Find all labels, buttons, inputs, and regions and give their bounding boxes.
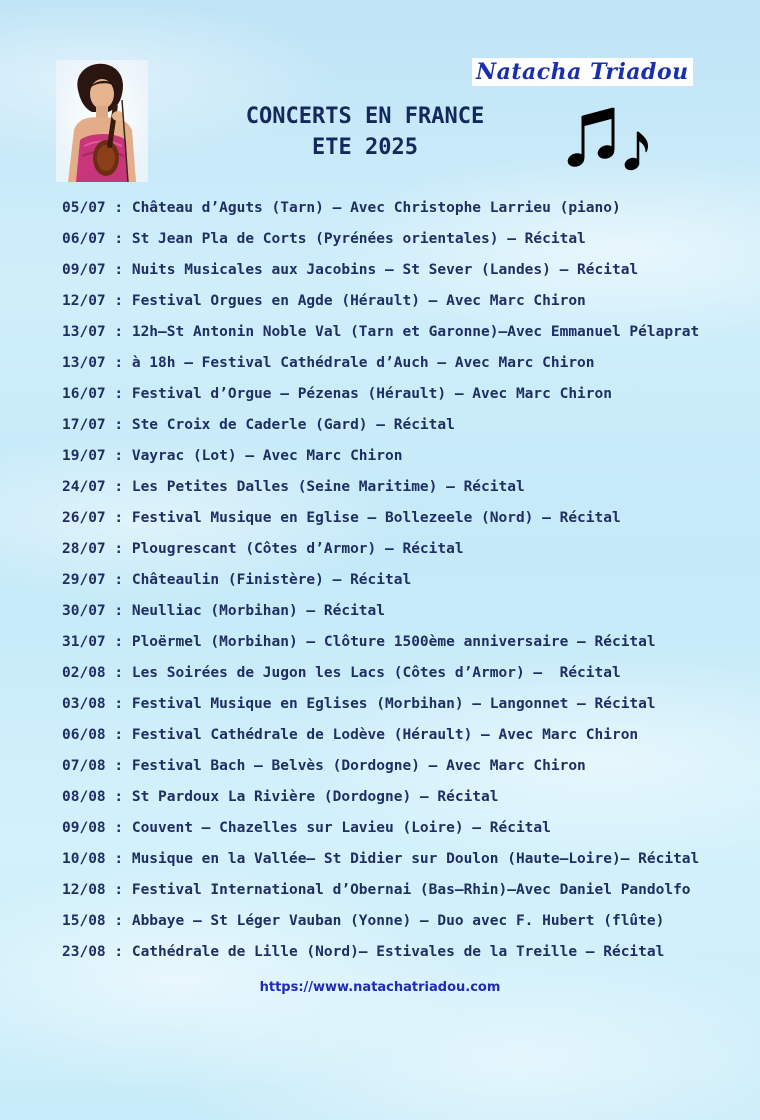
- concert-item: 17/07 : Ste Croix de Caderle (Gard) – Récital: [62, 417, 455, 433]
- concert-item: 06/08 : Festival Cathédrale de Lodève (Hérault) – Avec Marc Chiron: [62, 727, 639, 743]
- concert-item: 13/07 : à 18h – Festival Cathédrale d’Auch – Avec Marc Chiron: [62, 355, 595, 371]
- concert-item: 10/08 : Musique en la Vallée– St Didier sur Doulon (Haute–Loire)– Récital: [62, 851, 700, 867]
- violinist-photo: [56, 60, 148, 182]
- concert-list: [62, 197, 699, 972]
- concert-item: 12/07 : Festival Orgues en Agde (Hérault) – Avec Marc Chiron: [62, 293, 586, 309]
- concert-item: 09/07 : Nuits Musicales aux Jacobins – St Sever (Landes) – Récital: [62, 262, 639, 278]
- title-line-1: CONCERTS EN FRANCE: [245, 104, 485, 129]
- concert-item: 13/07 : 12h–St Antonin Noble Val (Tarn et Garonne)–Avec Emmanuel Pélaprat: [62, 324, 700, 340]
- concert-item: 15/08 : Abbaye – St Léger Vauban (Yonne) – Duo avec F. Hubert (flûte): [62, 913, 665, 929]
- music-notes-icon: [564, 104, 652, 174]
- concert-item: 05/07 : Château d’Aguts (Tarn) – Avec Christophe Larrieu (piano): [62, 200, 621, 216]
- concert-item: 02/08 : Les Soirées de Jugon les Lacs (Côtes d’Armor) – Récital: [62, 665, 621, 681]
- concert-item: 28/07 : Plougrescant (Côtes d’Armor) – Récital: [62, 541, 464, 557]
- concert-item: 31/07 : Ploërmel (Morbihan) – Clôture 1500ème anniversaire – Récital: [62, 634, 656, 650]
- concert-item: 29/07 : Châteaulin (Finistère) – Récital: [62, 572, 412, 588]
- concert-item: 23/08 : Cathédrale de Lille (Nord)– Estivales de la Treille – Récital: [62, 944, 665, 960]
- concert-item: 07/08 : Festival Bach – Belvès (Dordogne) – Avec Marc Chiron: [62, 758, 586, 774]
- signature-logo: Natacha Triadou: [472, 58, 693, 86]
- concert-item: 12/08 : Festival International d’Obernai (Bas–Rhin)–Avec Daniel Pandolfo: [62, 882, 691, 898]
- concert-item: 03/08 : Festival Musique en Eglises (Morbihan) – Langonnet – Récital: [62, 696, 656, 712]
- concert-item: 30/07 : Neulliac (Morbihan) – Récital: [62, 603, 386, 619]
- title-line-2: ETE 2025: [312, 135, 418, 160]
- concert-item: 19/07 : Vayrac (Lot) – Avec Marc Chiron: [62, 448, 403, 464]
- page-title: [200, 101, 530, 163]
- website-link[interactable]: https://www.natachatriadou.com: [259, 980, 501, 995]
- concert-item: 09/08 : Couvent – Chazelles sur Lavieu (Loire) – Récital: [62, 820, 551, 836]
- concert-item: 24/07 : Les Petites Dalles (Seine Maritime) – Récital: [62, 479, 525, 495]
- concert-item: 08/08 : St Pardoux La Rivière (Dordogne) – Récital: [62, 789, 499, 805]
- concert-item: 16/07 : Festival d’Orgue – Pézenas (Hérault) – Avec Marc Chiron: [62, 386, 612, 402]
- concert-item: 06/07 : St Jean Pla de Corts (Pyrénées orientales) – Récital: [62, 231, 586, 247]
- concert-item: 26/07 : Festival Musique en Eglise – Bollezeele (Nord) – Récital: [62, 510, 621, 526]
